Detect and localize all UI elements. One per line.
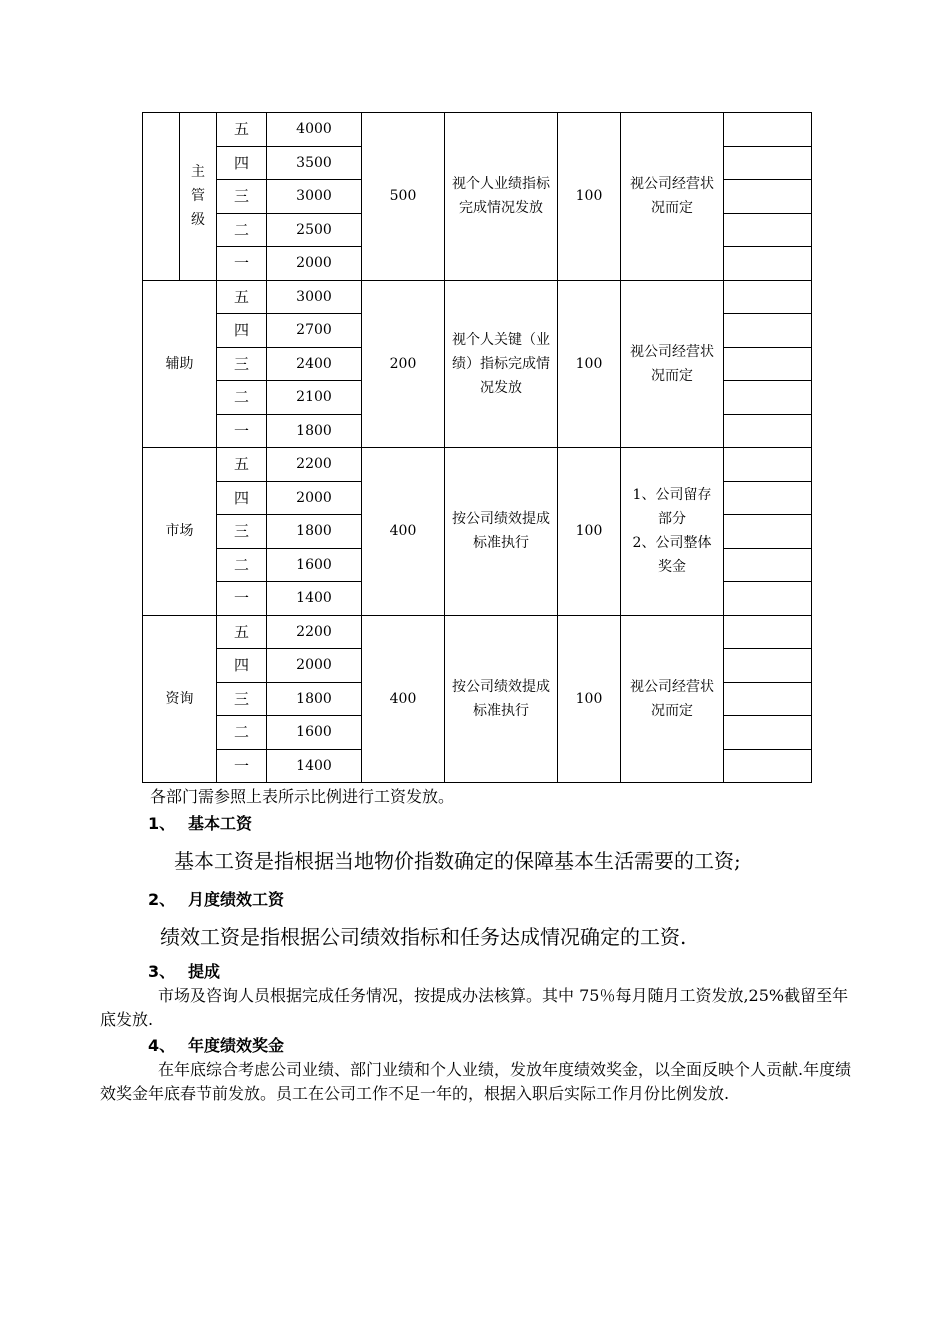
salary-cell: 1800	[267, 414, 362, 448]
section-2-title: 月度绩效工资	[188, 890, 285, 909]
dept-cell: 资询	[143, 615, 217, 783]
table-row	[143, 615, 812, 649]
blank-cell	[724, 280, 812, 314]
level-cell: 一	[217, 247, 267, 281]
table-note: 各部门需参照上表所示比例进行工资发放。	[150, 787, 455, 806]
level-cell: 一	[217, 749, 267, 783]
blank-cell	[724, 582, 812, 616]
annual-bonus-cell: 1、公司留存部分 2、公司整体奖金	[621, 448, 724, 616]
salary-cell: 1400	[267, 749, 362, 783]
section-2-number: 2、	[148, 890, 176, 909]
blank-cell	[724, 247, 812, 281]
salary-cell: 2700	[267, 314, 362, 348]
blank-cell	[724, 146, 812, 180]
salary-cell: 2100	[267, 381, 362, 415]
perf-desc-cell: 视个人业绩指标完成情况发放	[445, 113, 558, 281]
section-1-title: 基本工资	[188, 814, 253, 833]
level-cell: 四	[217, 314, 267, 348]
salary-table-body	[143, 113, 812, 783]
section-3-body: 市场及咨询人员根据完成任务情况，按提成办法核算。其中 75％每月随月工资发放,25%截留至年底发放.	[100, 986, 849, 1029]
section-3-heading	[100, 960, 860, 984]
perf-desc-cell: 视个人关键（业绩）指标完成情况发放	[445, 280, 558, 448]
salary-cell: 1600	[267, 716, 362, 750]
table-row	[143, 448, 812, 482]
section-2-heading	[100, 888, 860, 912]
salary-cell: 3500	[267, 146, 362, 180]
blank-cell	[724, 481, 812, 515]
level-cell: 四	[217, 649, 267, 683]
salary-cell: 2500	[267, 213, 362, 247]
section-1-body: 基本工资是指根据当地物价指数确定的保障基本生活需要的工资;	[174, 849, 741, 873]
salary-cell: 2000	[267, 247, 362, 281]
level-cell: 三	[217, 515, 267, 549]
blank-cell	[724, 749, 812, 783]
level-cell: 二	[217, 213, 267, 247]
dept-cell: 市场	[143, 448, 217, 616]
level-cell: 三	[217, 347, 267, 381]
section-4-title: 年度绩效奖金	[188, 1036, 285, 1055]
perf-pay-cell: 400	[362, 615, 445, 783]
level-cell: 五	[217, 448, 267, 482]
table-row	[143, 113, 812, 147]
level-cell: 五	[217, 615, 267, 649]
level-cell: 四	[217, 481, 267, 515]
blank-cell	[724, 414, 812, 448]
salary-cell: 3000	[267, 180, 362, 214]
section-2-body: 绩效工资是指根据公司绩效指标和任务达成情况确定的工资.	[160, 925, 687, 949]
salary-cell: 1800	[267, 682, 362, 716]
dept-cell: 辅助	[143, 280, 217, 448]
section-3-number: 3、	[148, 962, 176, 981]
salary-table	[142, 112, 812, 783]
level-cell: 四	[217, 146, 267, 180]
salary-cell: 2000	[267, 481, 362, 515]
perf-pay-cell: 200	[362, 280, 445, 448]
blank-cell	[724, 314, 812, 348]
perf-desc-cell: 按公司绩效提成标准执行	[445, 448, 558, 616]
salary-cell: 1600	[267, 548, 362, 582]
blank-cell	[724, 515, 812, 549]
blank-cell	[724, 649, 812, 683]
annual-bonus-cell: 视公司经营状况而定	[621, 615, 724, 783]
blank-cell	[724, 180, 812, 214]
commission-cell: 100	[558, 448, 621, 616]
blank-cell	[724, 548, 812, 582]
blank-cell	[724, 213, 812, 247]
level-cell: 一	[217, 582, 267, 616]
commission-cell: 100	[558, 615, 621, 783]
section-4-heading	[100, 1034, 860, 1058]
blank-cell	[724, 615, 812, 649]
annual-bonus-cell: 视公司经营状况而定	[621, 113, 724, 281]
table-row	[143, 280, 812, 314]
section-1-heading	[100, 812, 860, 836]
salary-cell: 4000	[267, 113, 362, 147]
level-cell: 一	[217, 414, 267, 448]
commission-cell: 100	[558, 280, 621, 448]
blank-cell	[724, 381, 812, 415]
level-cell: 三	[217, 682, 267, 716]
level-cell: 五	[217, 280, 267, 314]
blank-cell	[724, 716, 812, 750]
level-cell: 二	[217, 548, 267, 582]
salary-cell: 2200	[267, 448, 362, 482]
perf-pay-cell: 400	[362, 448, 445, 616]
commission-cell: 100	[558, 113, 621, 281]
section-4-body: 在年底综合考虑公司业绩、部门业绩和个人业绩，发放年度绩效奖金，以全面反映个人贡献.年度绩效奖金年底春节前发放。员工在公司工作不足一年的，根据入职后实际工作月份比例发放.	[100, 1060, 852, 1103]
salary-cell: 3000	[267, 280, 362, 314]
level-cell: 二	[217, 381, 267, 415]
perf-desc-cell: 按公司绩效提成标准执行	[445, 615, 558, 783]
level-cell: 五	[217, 113, 267, 147]
salary-cell: 1400	[267, 582, 362, 616]
salary-cell: 2400	[267, 347, 362, 381]
level-cell: 二	[217, 716, 267, 750]
section-3-title: 提成	[188, 962, 221, 981]
section-1-number: 1、	[148, 814, 176, 833]
annual-bonus-cell: 视公司经营状况而定	[621, 280, 724, 448]
blank-cell	[724, 448, 812, 482]
level-cell: 三	[217, 180, 267, 214]
section-4-number: 4、	[148, 1036, 176, 1055]
document-body	[100, 786, 860, 1106]
dept-cell	[143, 113, 180, 281]
salary-cell: 1800	[267, 515, 362, 549]
blank-cell	[724, 113, 812, 147]
subdept-cell: 主 管 级	[180, 113, 217, 281]
blank-cell	[724, 682, 812, 716]
blank-cell	[724, 347, 812, 381]
salary-cell: 2200	[267, 615, 362, 649]
perf-pay-cell: 500	[362, 113, 445, 281]
salary-cell: 2000	[267, 649, 362, 683]
